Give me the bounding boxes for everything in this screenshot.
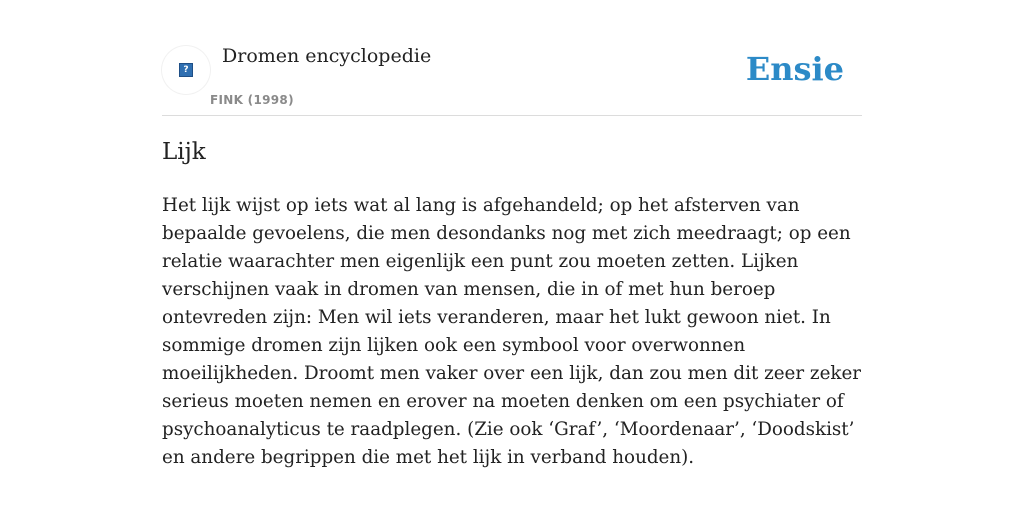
entry-title: Lijk xyxy=(162,139,206,165)
entry-body: Het lijk wijst op iets wat al lang is afgehandeld; op het afsterven van bepaalde gevoelens, die men desondanks nog met zich meedraagt; op een relatie waarachter men eigenlijk een punt zou moeten zetten. Lijken verschijnen vaak in dromen van mensen, die in of met hun beroep ontevreden zijn: Men wil iets veranderen, maar het lukt gewoon niet. In sommige dromen zijn lijken ook een symbool voor overwonnen moeilijkheden. Droomt men vaker over een lijk, dan zou men dit zeer zeker serieus moeten nemen en erover na moeten denken om een psychiater of psychoanalyticus te raadplegen. (Zie ook ‘Graf’, ‘Moordenaar’, ‘Doodskist’ en andere begrippen die met het lijk in verband houden). xyxy=(162,195,862,468)
book-icon[interactable] xyxy=(162,46,210,94)
book-source: FINK (1998) xyxy=(210,93,294,107)
entry-header xyxy=(162,0,862,116)
brand-logo[interactable]: Ensie xyxy=(745,50,844,88)
entry-card xyxy=(162,0,862,468)
question-book-icon: ? xyxy=(179,63,193,77)
book-title[interactable]: Dromen encyclopedie xyxy=(222,45,432,67)
